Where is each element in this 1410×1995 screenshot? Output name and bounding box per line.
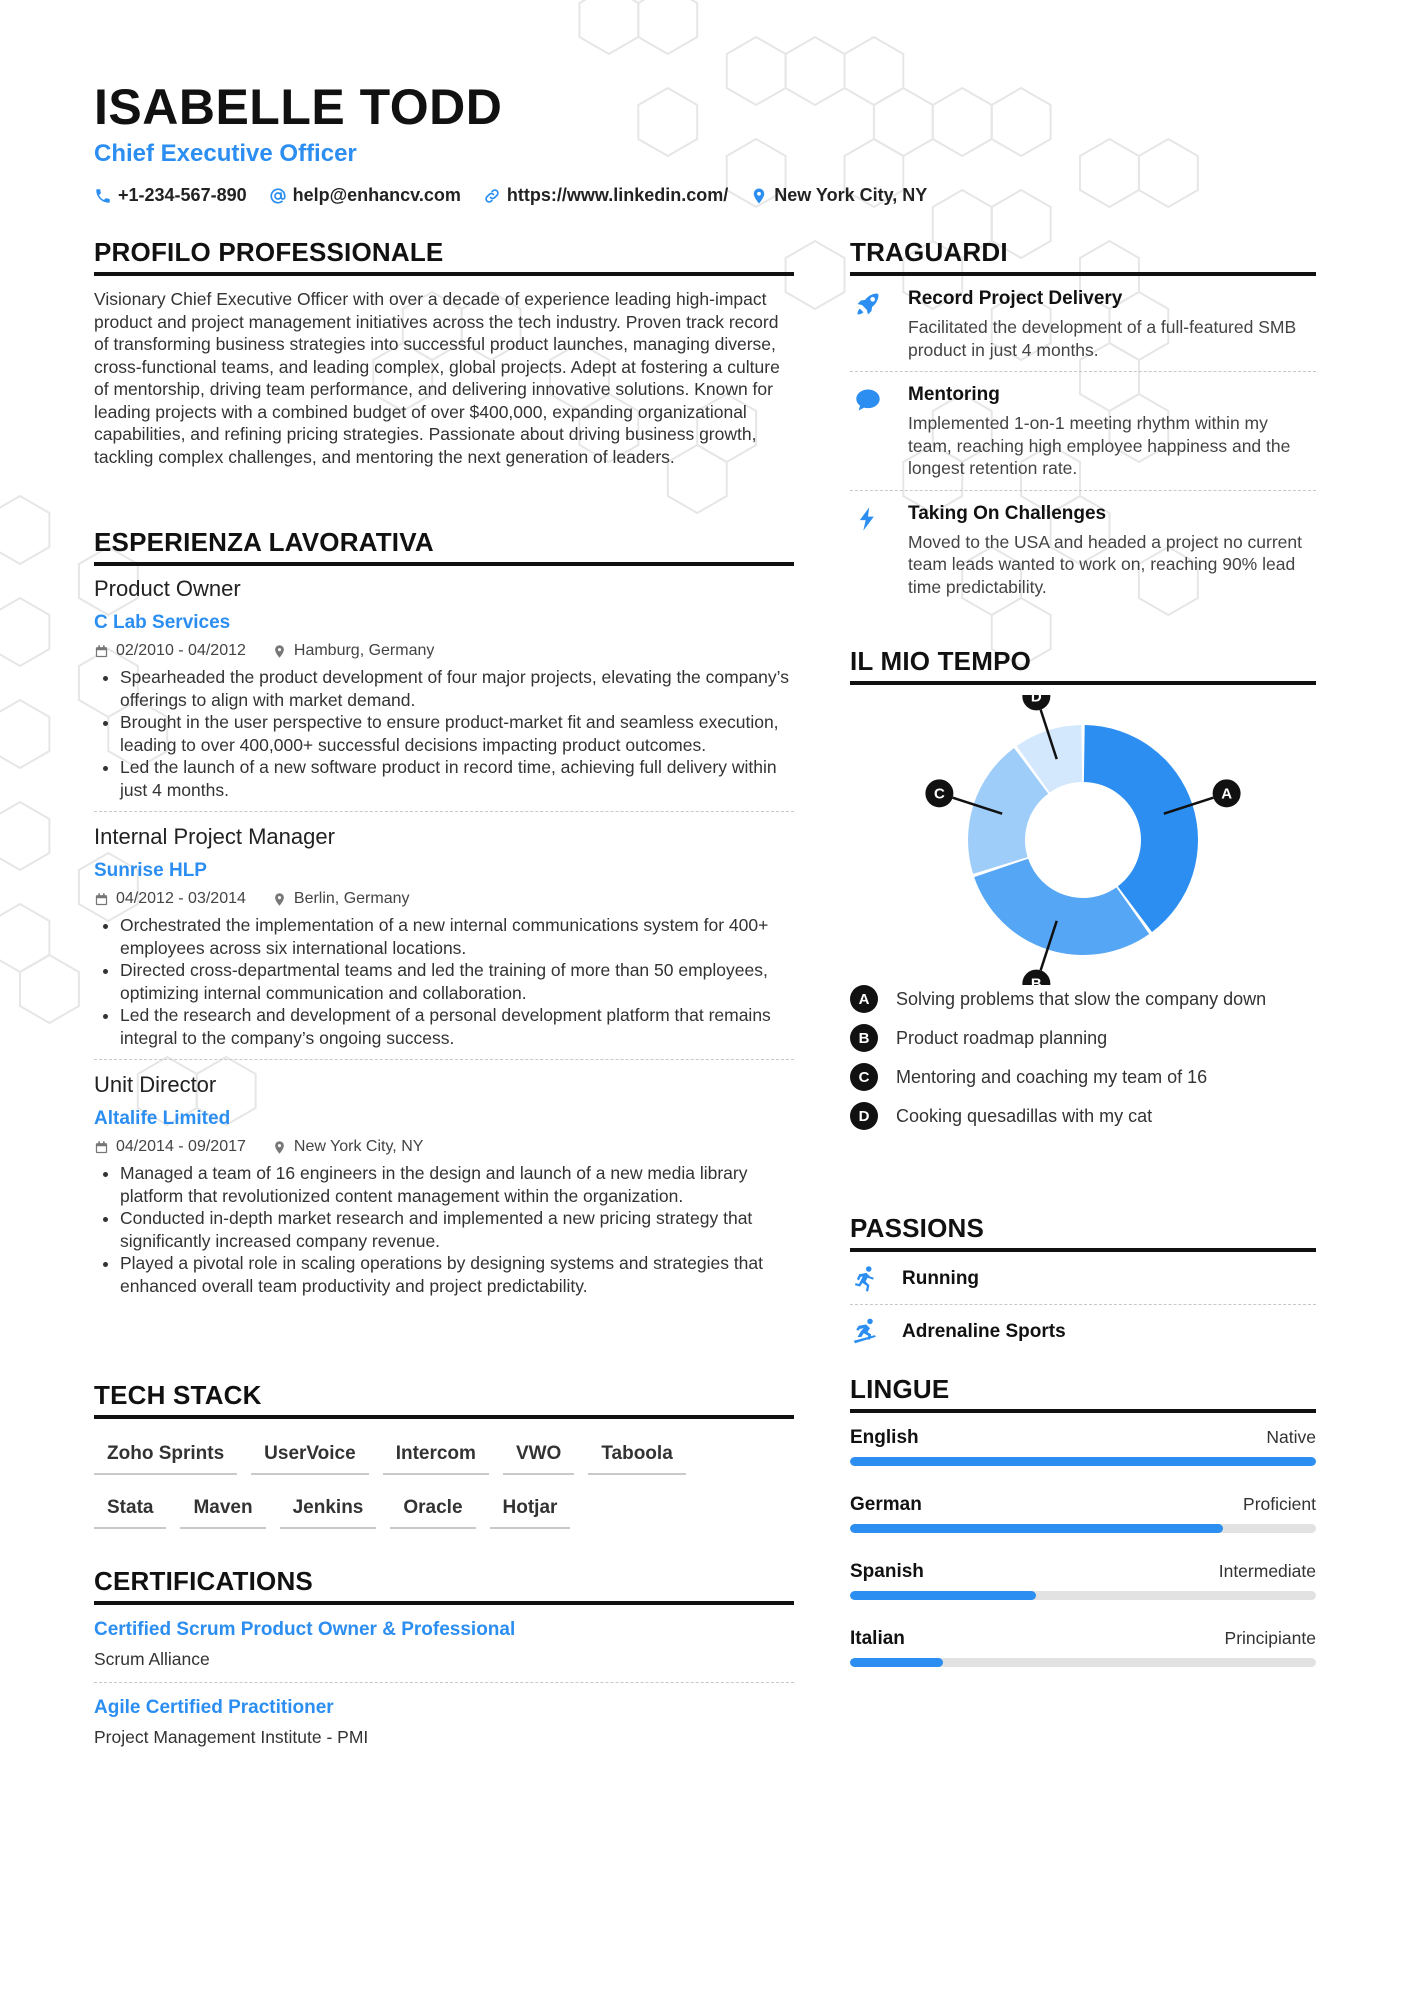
job-bullet: • Led the launch of a new software product in record time, achieving full delivery within just 4 months. [120,756,794,801]
company-name: Altalife Limited [94,1108,231,1129]
linkedin-text: https://www.linkedin.com/ [506,185,729,205]
lightning-icon [854,505,882,533]
language-row [850,1494,1316,1516]
location-pin-icon [272,1140,287,1155]
tech-tag: Zoho Sprints [94,1437,237,1475]
donut-label-text: A [1221,785,1233,803]
tech-tag: VWO [503,1437,574,1475]
location-text: New York City, NY [774,185,928,205]
achievement-desc: Moved to the USA and headed a project no current team leads wanted to work on, reaching 90% lead time predictability. [908,531,1303,597]
legend-badge: A [850,985,878,1013]
job-dates-text: 04/2012 - 03/2014 [116,890,246,907]
passion-label: Adrenaline Sports [902,1321,1066,1342]
tech-tag: Maven [180,1491,265,1529]
language-level: Principiante [1224,1628,1316,1648]
language-item [850,1494,1316,1533]
job-dates [94,642,246,660]
contact-email[interactable] [269,185,461,206]
tech-tag: Jenkins [280,1491,377,1529]
experience-section [94,527,794,1319]
certifications-section [94,1566,794,1760]
job-title: Internal Project Manager [94,824,335,849]
language-name: English [850,1427,919,1448]
job-location-text: Berlin, Germany [293,890,410,907]
legend-item [850,1024,1316,1052]
passions-heading: PASSIONS [850,1213,1316,1252]
donut-label-text: C [933,785,945,803]
experience-heading: ESPERIENZA LAVORATIVA [94,527,794,566]
language-bar-fill [850,1524,1223,1533]
language-name: Spanish [850,1561,924,1582]
snowboard-icon [850,1317,880,1347]
achievement-desc: Facilitated the development of a full-featured SMB product in just 4 months. [908,317,1297,360]
achievement-desc: Implemented 1-on-1 meeting rhythm within my team, reaching high employee happiness and the longest retention rate. [908,413,1291,478]
donut-chart-svg [850,695,1316,985]
passion-label: Running [902,1268,980,1289]
certifications-heading: CERTIFICATIONS [94,1566,794,1605]
job-bullets [94,914,794,1049]
phone-icon [94,187,112,205]
cert-org: Scrum Alliance [94,1649,210,1669]
legend-badge: C [850,1063,878,1091]
tech-tag: Stata [94,1491,166,1529]
job-location [272,642,435,660]
tech-tag: Taboola [588,1437,685,1475]
job-bullet: • Orchestrated the implementation of a new internal communications system for 400+ employees across six international locations. [120,914,794,959]
job-location [272,1138,424,1156]
speech-bubble-icon [854,386,882,414]
donut-label-text: D [1030,695,1042,706]
job-bullet: • Spearheaded the product development of four major projects, elevating the company’s offerings to align with market demand. [120,666,794,711]
calendar-icon [94,644,109,659]
languages-section [850,1374,1316,1695]
location-pin-icon [272,892,287,907]
legend-label: Solving problems that slow the company down [896,988,1267,1009]
job-bullets [94,666,794,801]
job-location-text: New York City, NY [293,1138,424,1155]
company-name: C Lab Services [94,612,231,633]
language-name: German [850,1494,922,1515]
job-entry [94,576,794,812]
language-level: Native [1266,1427,1316,1447]
legend-label: Cooking quesadillas with my cat [896,1105,1153,1126]
job-title: Unit Director [94,1072,217,1097]
achievement-item [850,372,1316,491]
profile-heading: PROFILO PROFESSIONALE [94,237,794,276]
job-location-text: Hamburg, Germany [293,642,435,659]
job-bullets [94,1162,794,1297]
job-bullet: • Led the research and development of a personal development platform that remains integral to the company’s ongoing success. [120,1004,794,1049]
cert-entry [94,1697,794,1760]
tech-stack-section [94,1380,794,1529]
job-list [94,576,794,1307]
achievement-title: Record Project Delivery [908,288,1123,309]
time-heading: IL MIO TEMPO [850,646,1316,685]
job-meta [94,642,794,660]
language-level: Intermediate [1218,1561,1316,1581]
passion-item [850,1252,1316,1305]
rocket-icon [854,290,882,318]
link-icon [483,187,501,205]
languages-heading: LINGUE [850,1374,1316,1413]
job-location [272,890,410,908]
legend-item [850,985,1316,1013]
language-bar [850,1524,1316,1533]
job-title: Product Owner [94,576,241,601]
language-bar-fill [850,1658,943,1667]
company-name: Sunrise HLP [94,860,207,881]
job-bullet: • Brought in the user perspective to ensure product-market fit and seamless execution, leading to over 400,000+ successful decisions impacting product outcomes. [120,711,794,756]
job-dates [94,1138,246,1156]
contact-phone[interactable] [94,185,247,206]
phone-text: +1-234-567-890 [118,185,247,205]
legend-label: Mentoring and coaching my team of 16 [896,1066,1208,1087]
achievement-icon-wrap [850,384,886,480]
language-row [850,1427,1316,1449]
candidate-name: ISABELLE TODD [94,79,503,135]
cert-title: Agile Certified Practitioner [94,1697,334,1718]
contact-bar [94,185,927,206]
achievement-body [908,288,1316,361]
achievement-title: Taking On Challenges [908,502,1107,524]
legend-badge: B [850,1024,878,1052]
email-text: help@enhancv.com [292,185,461,205]
language-row [850,1628,1316,1650]
language-bar [850,1591,1316,1600]
job-entry [94,1072,794,1307]
cert-title: Certified Scrum Product Owner & Professional [94,1619,516,1640]
job-meta [94,1138,794,1156]
achievement-title: Mentoring [908,384,1000,405]
language-item [850,1628,1316,1667]
achievement-icon-wrap [850,288,886,361]
tech-tag: UserVoice [251,1437,369,1475]
calendar-icon [94,1140,109,1155]
tech-stack-heading: TECH STACK [94,1380,794,1419]
job-dates-text: 02/2010 - 04/2012 [116,642,246,659]
running-icon [850,1264,880,1294]
legend-item [850,1102,1316,1130]
job-bullet: • Managed a team of 16 engineers in the design and launch of a new media library platform that revolutionized content management within the organization. [120,1162,794,1207]
job-meta [94,890,794,908]
job-bullet: • Directed cross-departmental teams and led the training of more than 50 employees, optimizing internal communication and collaboration. [120,959,794,1004]
language-bar [850,1457,1316,1466]
legend-item [850,1063,1316,1091]
language-bar-fill [850,1457,1316,1466]
passion-item [850,1305,1316,1357]
language-item [850,1427,1316,1466]
candidate-role: Chief Executive Officer [94,140,357,167]
achievement-item [850,491,1316,609]
job-dates-text: 04/2014 - 09/2017 [116,1138,246,1155]
chart-legend [850,985,1316,1130]
language-row [850,1561,1316,1583]
contact-location [750,185,927,206]
tech-tag: Hotjar [490,1491,571,1529]
language-name: Italian [850,1628,905,1649]
passions-section [850,1213,1316,1357]
tech-tags [94,1437,734,1529]
language-item [850,1561,1316,1600]
language-level: Proficient [1243,1494,1316,1514]
job-dates [94,890,246,908]
location-pin-icon [750,187,768,205]
achievement-body [908,384,1316,480]
language-bar [850,1658,1316,1667]
location-pin-icon [272,644,287,659]
job-bullet: • Conducted in-depth market research and implemented a new pricing strategy that significantly increased company revenue. [120,1207,794,1252]
tech-tag: Intercom [383,1437,489,1475]
achievement-body [908,503,1316,599]
legend-label: Product roadmap planning [896,1027,1108,1048]
calendar-icon [94,892,109,907]
donut-chart [850,695,1316,985]
cert-org: Project Management Institute - PMI [94,1727,369,1747]
achievement-icon-wrap [850,503,886,599]
job-bullet: • Played a pivotal role in scaling operations by designing systems and strategies that enhanced overall team productivity and project predictability. [120,1252,794,1297]
donut-label-text: B [1030,975,1042,985]
job-entry [94,824,794,1060]
profile-section [94,237,794,468]
time-section [850,646,1316,1141]
legend-badge: D [850,1102,878,1130]
achievements-heading: TRAGUARDI [850,237,1316,276]
cert-entry [94,1619,794,1683]
language-bar-fill [850,1591,1036,1600]
achievements-section [850,237,1316,608]
donut-slice-b [974,859,1149,955]
profile-text: Visionary Chief Executive Officer with over a decade of experience leading high-impact product and project management initiatives across the tech industry. Proven track record of transforming business strategies into successful product launches, managing diverse, cross-functional teams, and leading complex, global projects. Adept at fostering a culture of mentorship, driving team performance, and delivering innovative solutions. Known for leading projects with a combined budget of over $400,000, expanding organizational capabilities, and refining pricing strategies. Passionate about driving business growth, tackling complex challenges, and mentoring the next generation of leaders. [94,289,780,467]
contact-linkedin[interactable] [483,185,728,206]
achievement-item [850,276,1316,372]
at-icon [269,187,287,205]
tech-tag: Oracle [390,1491,475,1529]
